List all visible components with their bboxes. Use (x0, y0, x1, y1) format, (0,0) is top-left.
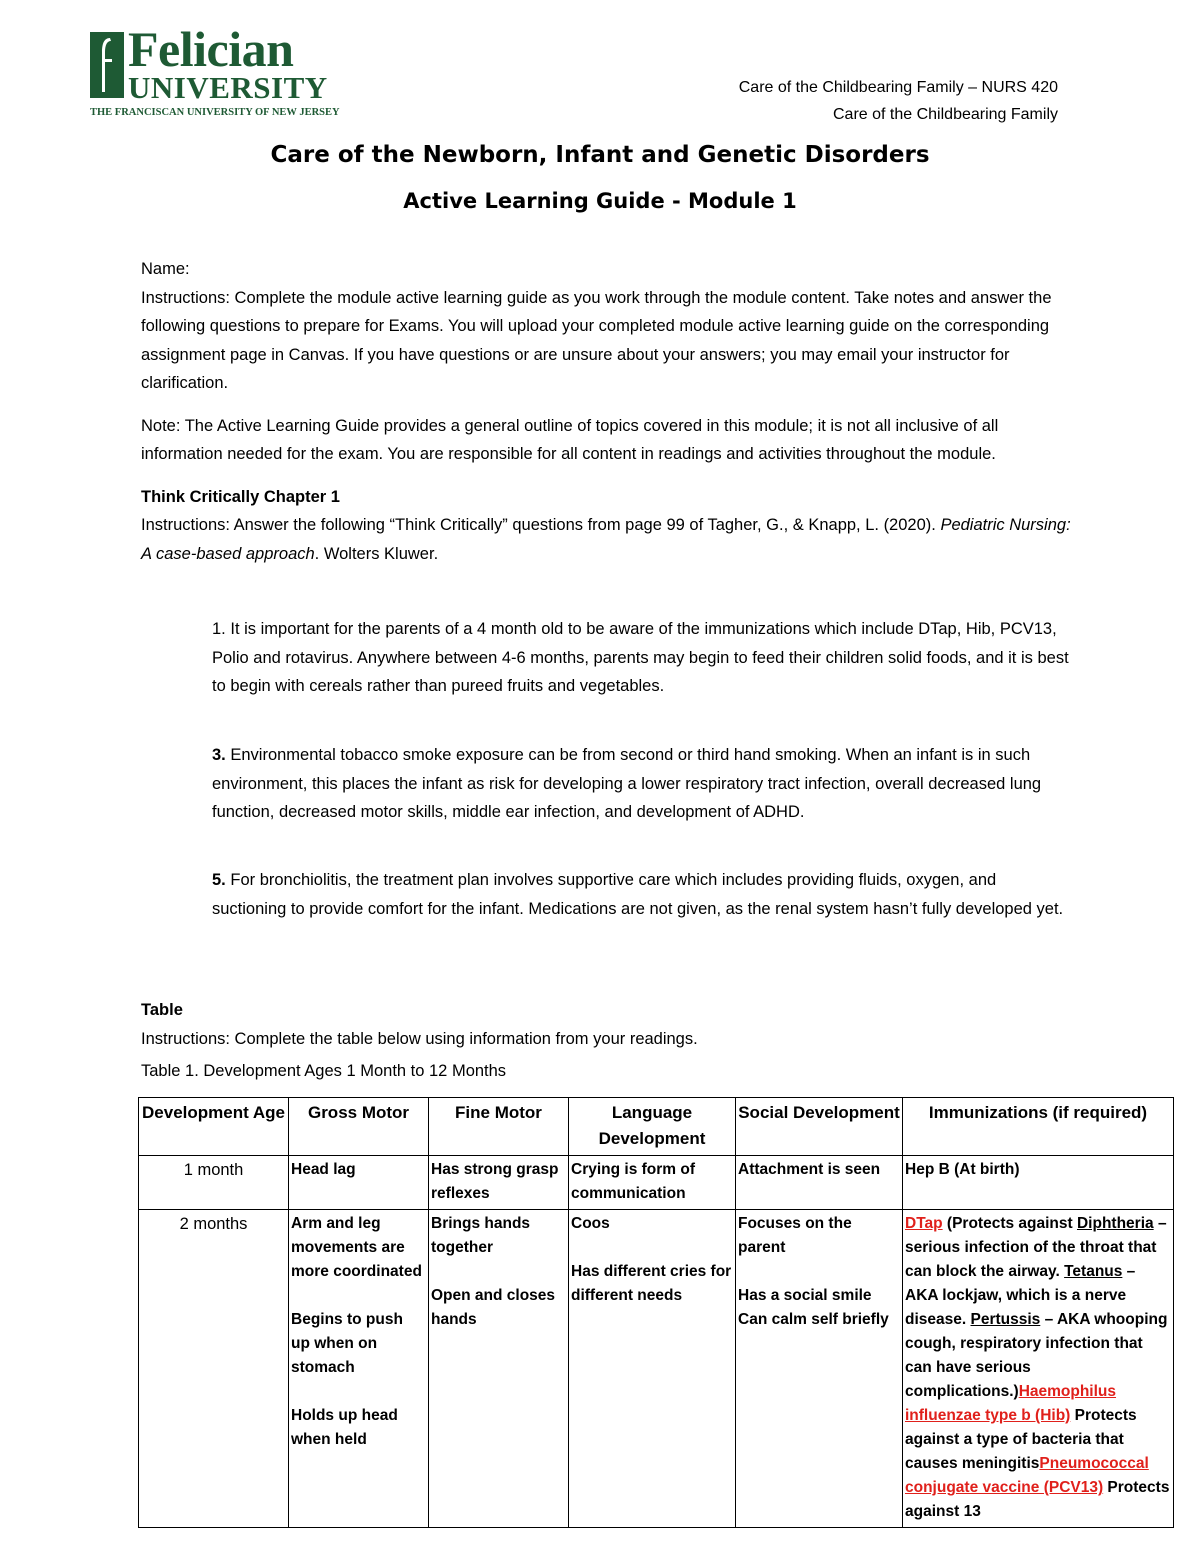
felician-crest-icon (90, 32, 124, 98)
gross-item: Holds up head when held (291, 1407, 398, 1448)
header-immunizations: Immunizations (if required) (903, 1098, 1174, 1156)
fine-item: Open and closes hands (431, 1287, 556, 1328)
think-critically-heading: Think Critically Chapter 1 (141, 487, 340, 506)
development-table (138, 1097, 1174, 1528)
university-logo (90, 21, 340, 124)
header-language: Language Development (569, 1098, 736, 1156)
logo-tagline: THE FRANCISCAN UNIVERSITY OF NEW JERSEY (90, 107, 340, 118)
table-row (139, 1156, 1174, 1210)
answer-3 (212, 741, 1072, 827)
logo-university: UNIVERSITY (128, 70, 328, 105)
cell-fine-motor: Has strong grasp reflexes (429, 1156, 569, 1210)
language-item: Has different cries for different needs (571, 1263, 732, 1304)
immun-text: Protects against 13 (905, 1479, 1170, 1520)
document-subtitle: Active Learning Guide - Module 1 (403, 189, 797, 213)
course-header (739, 74, 1058, 128)
social-item: Focuses on the parent (738, 1215, 852, 1256)
course-line-1: Care of the Childbearing Family – NURS 420 (738, 79, 1058, 96)
cell-gross-motor: Head lag (289, 1156, 429, 1210)
answer-1 (212, 615, 1072, 701)
book-title: Pediatric Nursing: A case-based approach (141, 516, 1071, 563)
cell-age: 1 month (139, 1156, 289, 1210)
pcv13-term: Pneumococcal conjugate vaccine (PCV13) (905, 1455, 1149, 1496)
immun-text: Protects against a type of bacteria that causes meningitis (905, 1407, 1137, 1472)
table-instructions: Instructions: Complete the table below using information from your readings. (141, 1029, 698, 1048)
table-header-row (139, 1098, 1174, 1156)
header-development-age: Development Age (139, 1098, 289, 1156)
instr-post: . Wolters Kluwer. (314, 544, 439, 563)
gross-item: Arm and leg movements are more coordinated (291, 1215, 422, 1280)
header-fine-motor: Fine Motor (429, 1098, 569, 1156)
intro-section (141, 255, 1081, 568)
table-caption: Table 1. Development Ages 1 Month to 12 Months (141, 1062, 507, 1080)
answer-number: 1. (212, 620, 231, 638)
immun-text: – AKA lockjaw, which is a nerve disease. (905, 1263, 1136, 1328)
hib-term: Haemophilus influenzae type b (Hib) (905, 1383, 1117, 1424)
cell-language (569, 1210, 736, 1528)
answer-number: 5. (212, 871, 231, 889)
diphtheria-term: Diphtheria (1076, 1215, 1154, 1232)
instructions-text: Instructions: Complete the module active learning guide as you work through the module content. Take notes and answer the following questions to prepare for Exams. You will upload your completed module active learning guide on the corresponding assignment page in Canvas. If you have questions or are unsure about your answers; you may email your instructor for clarification. (141, 288, 1052, 392)
document-title: Care of the Newborn, Infant and Genetic Disorders (270, 142, 930, 168)
immun-text: – AKA whooping cough, respiratory infection that can have serious complications.) (905, 1311, 1168, 1400)
logo-name: Felician (128, 21, 294, 77)
think-critically-instructions (141, 511, 1081, 568)
note-text: Note: The Active Learning Guide provides a general outline of topics covered in this module; it is not all inclusive of all information needed for the exam. You are responsible for all content in readings and activities throughout the module. (141, 416, 999, 463)
cell-language: Crying is form of communication (569, 1156, 736, 1210)
cell-social (736, 1210, 903, 1528)
table-section (141, 996, 1081, 1086)
answer-text: For bronchiolitis, the treatment plan involves supportive care which includes providing fluids, oxygen, and suctioning to provide comfort for the infant. Medications are not given, as the renal system hasn’t fully developed yet. (212, 871, 1064, 918)
pertussis-term: Pertussis (970, 1311, 1041, 1328)
answer-text: It is important for the parents of a 4 month old to be aware of the immunizations which include DTap, Hib, PCV13, Polio and rotavirus. Anywhere between 4-6 months, parents may begin to feed their children solid foods, and it is best to begin with cereals rather than pureed fruits and vegetables. (212, 620, 1069, 695)
table-heading: Table (141, 1001, 183, 1019)
course-line-2: Care of the Childbearing Family (833, 106, 1058, 123)
dtap-term: DTap (905, 1215, 943, 1232)
cell-age: 2 months (139, 1210, 289, 1528)
instr-pre: Instructions: Answer the following “Think Critically” questions from page 99 of Tagher, G., & Knapp, L. (2020). (141, 516, 941, 534)
cell-fine-motor (429, 1210, 569, 1528)
social-item: Has a social smile (738, 1287, 872, 1304)
cell-immunizations: Hep B (At birth) (903, 1156, 1174, 1210)
immun-text: – serious infection of the throat that can block the airway. (905, 1215, 1167, 1280)
social-item: Can calm self briefly (738, 1311, 889, 1328)
header-gross-motor: Gross Motor (289, 1098, 429, 1156)
name-label: Name: (141, 260, 190, 278)
answer-5 (212, 866, 1072, 923)
cell-immunizations (903, 1210, 1174, 1528)
answer-number: 3. (212, 746, 231, 764)
language-item: Coos (571, 1215, 610, 1232)
header-social: Social Development (736, 1098, 903, 1156)
answer-text: Environmental tobacco smoke exposure can be from second or third hand smoking. When an infant is in such environment, this places the infant as risk for developing a lower respiratory tract infection, overall decreased lung function, decreased motor skills, middle ear infection, and development of ADHD. (212, 746, 1042, 821)
gross-item: Begins to push up when on stomach (291, 1311, 403, 1376)
fine-item: Brings hands together (431, 1215, 531, 1256)
immun-text: (Protects against (942, 1215, 1077, 1232)
table-row (139, 1210, 1174, 1528)
tetanus-term: Tetanus (1064, 1263, 1123, 1280)
cell-social: Attachment is seen (736, 1156, 903, 1210)
cell-gross-motor (289, 1210, 429, 1528)
